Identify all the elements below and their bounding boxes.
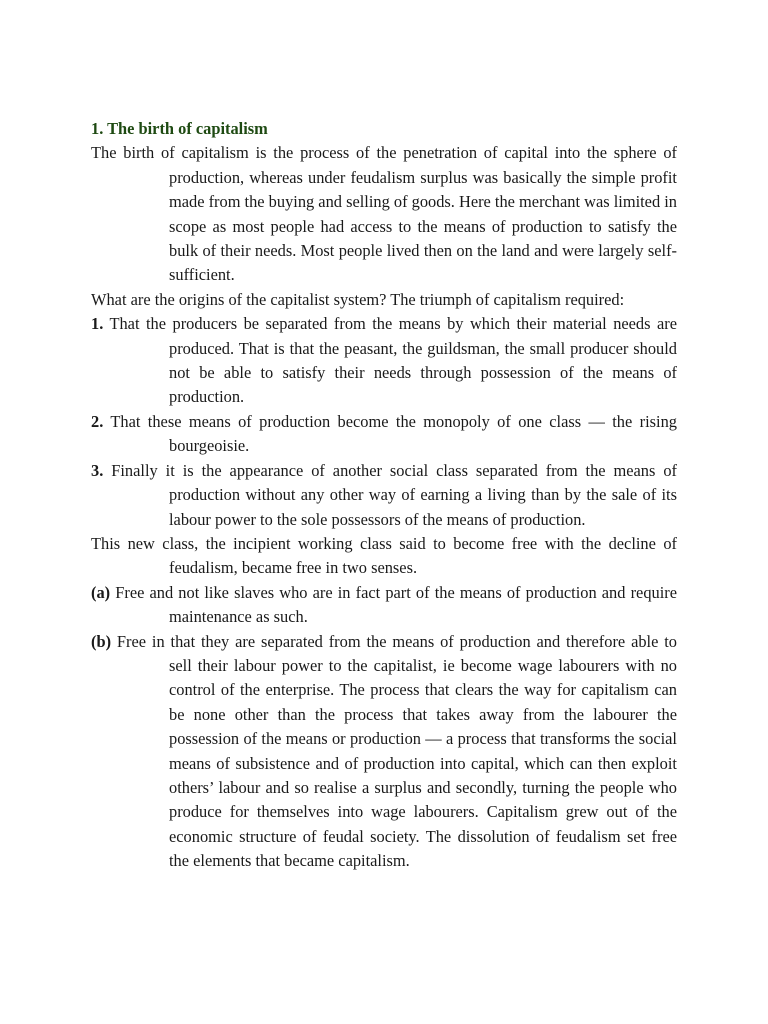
list-item-2	[91, 410, 677, 459]
list-marker: 2.	[91, 411, 104, 431]
list-marker: (a)	[91, 582, 111, 602]
list-item-text: That the producers be separated from the means by which their material needs are produced. That is that the peasant, the guildsman, the small producer should not be able to satisfy their needs through possession of the means of production.	[103, 314, 677, 407]
list-item-3	[91, 459, 677, 532]
list-item-1	[91, 312, 677, 410]
list-marker: 1.	[91, 314, 104, 334]
list-item-text: That these means of production become the monopoly of one class — the rising bourgeoisie.	[103, 411, 677, 456]
list-marker: 3.	[91, 460, 104, 480]
list-item-b	[91, 630, 677, 874]
paragraph-text: The birth of capitalism is the process of the penetration of capital into the sphere of production, whereas under feudalism surplus was basically the simple profit made from the buying and selling of goods. Here the merchant was limited in scope as most people had access to the means of production to satisfy the bulk of their needs. Most people lived then on the land and were largely self-sufficient.	[91, 143, 677, 285]
section-heading: 1. The birth of capitalism	[91, 119, 268, 138]
document-body	[91, 117, 677, 874]
list-item-a	[91, 581, 677, 630]
paragraph-text: What are the origins of the capitalist system? The triumph of capitalism required:	[91, 289, 625, 309]
paragraph-question	[91, 288, 677, 312]
list-marker: (b)	[91, 631, 112, 651]
paragraph-new-class	[91, 532, 677, 581]
paragraph-intro	[91, 141, 677, 287]
list-item-text: Free in that they are separated from the means of production and therefore able to sell their labour power to the capitalist, ie become wage labourers with no control of the enterprise. The process that clears the way for capitalism can be none other than the process that takes away from the labourer the possession of the means or production — a process that transforms the social means of subsistence and of production into capital, which can then exploit others’ labour and so realise a surplus and secondly, turning the people who produce for themselves into wage labourers. Capitalism grew out of the economic structure of feudal society. The dissolution of feudalism set free the elements that became capitalism.	[111, 631, 677, 871]
list-item-text: Finally it is the appearance of another social class separated from the means of production without any other way of earning a living than by the sale of its labour power to the sole possessors of the means of production.	[103, 460, 677, 529]
list-item-text: Free and not like slaves who are in fact part of the means of production and require maintenance as such.	[110, 582, 677, 627]
paragraph-text: This new class, the incipient working class said to become free with the decline of feudalism, became free in two senses.	[91, 533, 677, 578]
